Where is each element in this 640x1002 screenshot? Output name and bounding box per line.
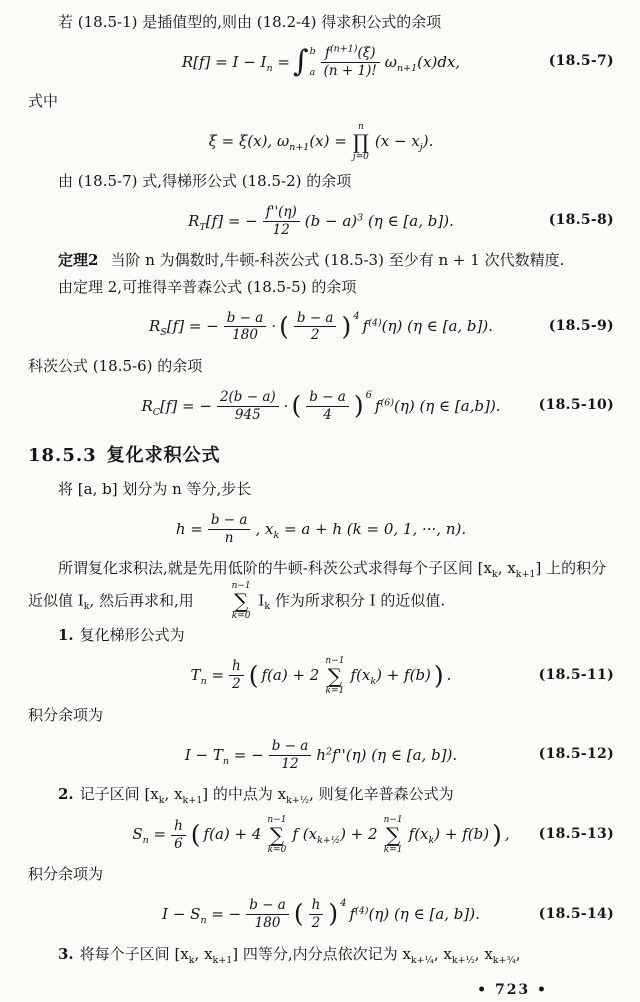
equation-number: (18.5-8) [548,212,614,229]
fraction-denominator: 12 [263,221,300,239]
body-text: , x [194,944,213,963]
eq-rhs [375,130,433,153]
eq-lhs [149,315,219,338]
eq-lhs [191,664,224,687]
integral-operator [292,44,316,80]
math-text: f [374,396,381,415]
fraction-numerator: b − a [226,309,264,326]
fraction-numerator: f''(η) [265,204,297,221]
intro-paragraph: 若 (18.5-1) 是插值型的,则由 (18.2-4) 得求积公式的余项 [58,13,442,31]
equation-row-18-5-8 [28,201,614,241]
math-text: ξ = ξ(x), ω [208,132,290,151]
math-text: (η ∈ [a, b]). [363,211,454,230]
where-label: 式中 [28,92,59,111]
math-text: h [316,745,326,764]
item-number: 2. [58,785,74,804]
body-text: ] 上的积分近似值 I [28,559,607,609]
fraction [306,389,349,424]
math-text: f (x [292,825,318,844]
sum-upper-limit: n−1 [231,580,251,591]
equation-omega [209,122,434,163]
subscript: k [491,569,498,581]
right-paren: ) [341,311,352,341]
right-paren: ) [328,899,339,929]
subscript: k+½ [451,954,475,966]
body-text: , x [497,559,516,578]
fraction [294,310,337,345]
superscript: (n+1) [329,43,358,55]
equation-number: (18.5-12) [538,746,614,763]
integral-upper-limit: b [309,46,316,58]
math-text: f(a) + 4 [203,825,262,844]
sum-lower-limit: k=0 [267,845,287,856]
equation-row-18-5-12 [28,735,614,775]
subscript: k [83,600,90,612]
math-text: I − S [162,905,201,924]
fraction-numerator: b − a [271,738,309,755]
math-text: R [188,211,200,230]
subscript: n+1 [397,62,418,74]
eq-lhs [141,395,212,418]
math-text: R[f] = I − I [181,52,267,71]
equation-row-18-5-9 [28,307,614,347]
fraction-denominator: 945 [217,406,279,424]
product-upper-limit: n [357,121,364,132]
subscript: k [158,795,165,807]
sum-icon: ∑ [385,823,401,848]
body-text: 将每个子区间 [x [79,944,189,963]
equation-row-18-5-13 [28,815,614,856]
section-title: 复化求积公式 [106,445,221,467]
subscript: n [266,62,273,74]
subscript: n [222,755,229,767]
eq-rhs [316,744,457,767]
left-paren: ( [248,660,259,690]
equation-number: (18.5-9) [548,318,614,335]
fraction-numerator: h [174,817,183,834]
equation-row-18-5-10 [28,386,614,426]
fraction [269,738,312,773]
equation-row-omega [28,122,614,163]
math-text: = a + h (k = 0, 1, ···, n). [279,519,467,538]
superscript: 3 [357,212,364,224]
eq-rhs [375,395,501,418]
fraction-numerator: h [232,658,241,675]
math-text: R [141,396,153,415]
subscript: j [419,142,423,154]
fraction-denominator: 180 [224,326,267,344]
eq-lhs [188,210,258,233]
math-text: ω [384,52,398,71]
sum-lower-limit: k=0 [231,610,251,621]
fraction [171,818,186,853]
exponent: 4 [353,310,360,322]
equation-step [176,512,466,547]
math-text: (η) (η ∈ [a, b]). [381,317,493,336]
subscript: k+½ [286,795,310,807]
body-text: 复化梯形公式为 [79,626,185,645]
fraction-numerator [321,45,380,62]
math-text [409,823,489,846]
math-text: , [504,825,510,844]
superscript: (4) [368,317,382,329]
left-paren: ( [291,390,302,420]
math-text: ) + f(b) [434,825,490,844]
equation-18-5-7 [182,45,460,80]
sum-icon: ∑ [327,663,343,688]
right-paren: ) [433,660,444,690]
math-text: I − T [184,745,223,764]
math-text: f [349,905,356,924]
page-number: • 723 • [477,981,548,998]
fraction-denominator: 4 [306,406,349,424]
subscript: k+1 [515,569,536,581]
eq-rhs [385,51,460,74]
math-text: ). [422,132,434,151]
remainder-label: 积分余项为 [28,865,104,884]
item2-paragraph [28,783,614,806]
sum-upper-limit: n−1 [267,814,287,825]
equation-18-5-9 [149,310,493,345]
subscript: C [152,406,161,418]
fraction-denominator: 6 [171,835,186,853]
math-text: , x [255,519,274,538]
math-text: = − [206,905,242,924]
fraction-denominator: 2 [309,914,324,932]
body-text: , [515,944,521,963]
math-text: S [132,825,143,844]
subscript: n+1 [289,142,310,154]
equation-18-5-8 [188,204,454,239]
math-text: (x)dx, [417,52,461,71]
fraction-numerator: b − a [210,511,248,528]
eq-rhs [305,210,454,233]
equation-number: (18.5-10) [538,397,614,414]
math-text: (b − a) [304,211,358,230]
fraction-denominator: 2 [229,675,244,693]
eq-lhs [162,903,241,926]
body-text: , x [433,944,452,963]
subscript: k+1 [212,954,233,966]
product-lower-limit: j=0 [352,151,369,162]
body-text: , x [474,944,493,963]
sum-operator [202,581,251,622]
eq-rhs [255,518,466,541]
fraction [229,658,244,693]
integral-limits [310,47,316,77]
subscript: k [273,529,280,541]
body-text: 所谓复化求积法,就是先用低阶的牛顿-科茨公式求得每个子区间 [x [58,559,492,578]
math-text: (x − x [374,132,420,151]
fraction-denominator: 12 [269,755,312,773]
math-text: = [272,52,290,71]
left-paren: ( [293,899,304,929]
body-text: , 然后再求和,用 [89,590,194,609]
eq-rhs [349,903,479,926]
right-paren: ) [353,390,364,420]
equation-number: (18.5-7) [548,53,614,70]
subscript: k+1 [182,795,203,807]
fraction [217,389,279,424]
item-number: 3. [58,944,74,963]
subscript: k [370,676,377,688]
dot-operator: · [283,396,289,415]
math-text: [f] = − [205,211,258,230]
body-text: , 则复化辛普森公式为 [309,785,454,804]
math-text: f [324,44,330,61]
section-heading [28,442,614,470]
math-text: = [148,825,167,844]
sum-icon: ∑ [233,588,249,613]
eq-lhs [209,130,347,153]
dot-operator: · [271,317,277,336]
composite-paragraph [28,557,614,621]
integral-icon: ∫ [292,44,309,80]
equation-18-5-10 [141,389,500,424]
subscript: n [200,676,207,688]
fraction [263,204,300,239]
math-text: ) + f(b) [376,666,431,685]
math-text: . [446,666,452,685]
math-text [350,664,430,687]
equation-row-step [28,509,614,549]
math-text [292,823,377,846]
math-text: (η) (η ∈ [a,b]). [393,396,501,415]
subscript: k+½ [317,835,341,847]
subscript: k [428,835,435,847]
trapezoid-paragraph: 由 (18.5-7) 式,得梯形公式 (18.5-2) 的余项 [58,172,352,191]
body-text: ] 的中点为 x [202,785,287,804]
math-text: = − [229,745,264,764]
subscript: k [264,600,271,612]
body-text: , x [164,785,183,804]
eq-rhs [363,315,493,338]
math-text: T [190,666,201,685]
superscript: 2 [325,746,332,758]
subscript: k+¾ [492,954,516,966]
equation-number: (18.5-13) [538,826,614,843]
item-number: 1. [58,626,74,645]
math-text: f [362,317,369,336]
cotes-paragraph: 科茨公式 (18.5-6) 的余项 [28,356,203,375]
right-paren: ) [492,819,502,849]
math-text: (ξ) [357,44,376,61]
body-text: I [258,590,265,609]
math-text: (η) (η ∈ [a, b]). [368,905,480,924]
partition-paragraph: 将 [a, b] 划分为 n 等分,步长 [58,480,252,499]
eq-lhs [182,51,290,74]
section-number: 18.5.3 [28,445,97,467]
subscript: S [160,327,167,339]
superscript: (6) [380,396,394,408]
fraction-numerator: h [311,897,321,914]
theorem-paragraph [28,249,614,272]
subscript: k+¼ [410,954,434,966]
math-text: h = [175,519,203,538]
equation-18-5-12 [185,738,457,773]
fraction-denominator: (n + 1)! [321,62,380,80]
exponent: 6 [365,389,372,401]
equation-number: (18.5-11) [538,667,614,684]
product-operator [353,122,369,163]
left-paren: ( [190,819,201,849]
sum-operator [384,815,403,856]
fraction-denominator: n [208,529,251,547]
body-text: ] 四等分,内分点依次记为 x [232,944,411,963]
math-text: = [206,666,225,685]
item3-paragraph [28,943,614,966]
subscript: n [200,914,207,926]
equation-row-18-5-14 [28,895,614,935]
body-text: 记子区间 [x [79,785,159,804]
math-text: f(x [350,666,371,685]
fraction-denominator: 2 [294,326,337,344]
subscript: k [188,954,195,966]
equation-18-5-14 [162,897,480,932]
equation-number: (18.5-14) [538,905,614,922]
math-text: [f] = − [166,317,219,336]
fraction-denominator: 180 [246,914,289,932]
math-text: [f] = − [160,396,212,415]
fraction-numerator: b − a [296,309,334,326]
superscript: (4) [355,905,369,917]
equation-18-5-11 [191,656,452,697]
subscript: T [199,221,206,233]
fraction [246,897,289,932]
math-text: (x) = [309,132,347,151]
fraction [208,512,251,547]
sum-lower-limit: k=1 [325,685,345,696]
left-paren: ( [279,311,289,341]
fraction-numerator: b − a [249,897,286,914]
sum-lower-limit: k=1 [383,845,403,856]
product-icon: ∏ [352,129,369,154]
sum-operator [325,656,344,697]
theorem-label: 定理2 [58,251,99,270]
simpson-paragraph: 由定理 2,可推得辛普森公式 (18.5-5) 的余项 [58,277,357,296]
item1-paragraph [28,624,614,647]
eq-lhs [132,823,166,846]
sum-upper-limit: n−1 [325,655,345,666]
fraction [321,45,380,80]
theorem-body: 当阶 n 为偶数时,牛顿-科茨公式 (18.5-3) 至少有 n + 1 次代数精度. [110,251,565,270]
exponent: 4 [340,898,347,910]
fraction-numerator: b − a [309,388,346,405]
subscript: n [142,835,149,847]
math-text: f''(η) (η ∈ [a, b]). [332,745,458,764]
body-text: 作为所求积分 I 的近似值. [274,590,446,609]
math-text: R [149,317,161,336]
math-text: ) + 2 [340,825,378,844]
math-text: f(a) + 2 [261,666,320,685]
equation-row-18-5-7 [28,42,614,82]
eq-lhs [185,744,264,767]
sum-upper-limit: n−1 [383,814,403,825]
equation-18-5-13 [132,815,509,856]
sum-icon: ∑ [269,823,285,848]
fraction-numerator: 2(b − a) [219,388,276,405]
math-text: f(x [408,825,429,844]
integral-lower-limit: a [309,66,316,78]
fraction [224,310,267,345]
fraction [309,897,324,932]
sum-operator [267,815,286,856]
remainder-label: 积分余项为 [28,706,104,725]
equation-row-18-5-11 [28,656,614,697]
